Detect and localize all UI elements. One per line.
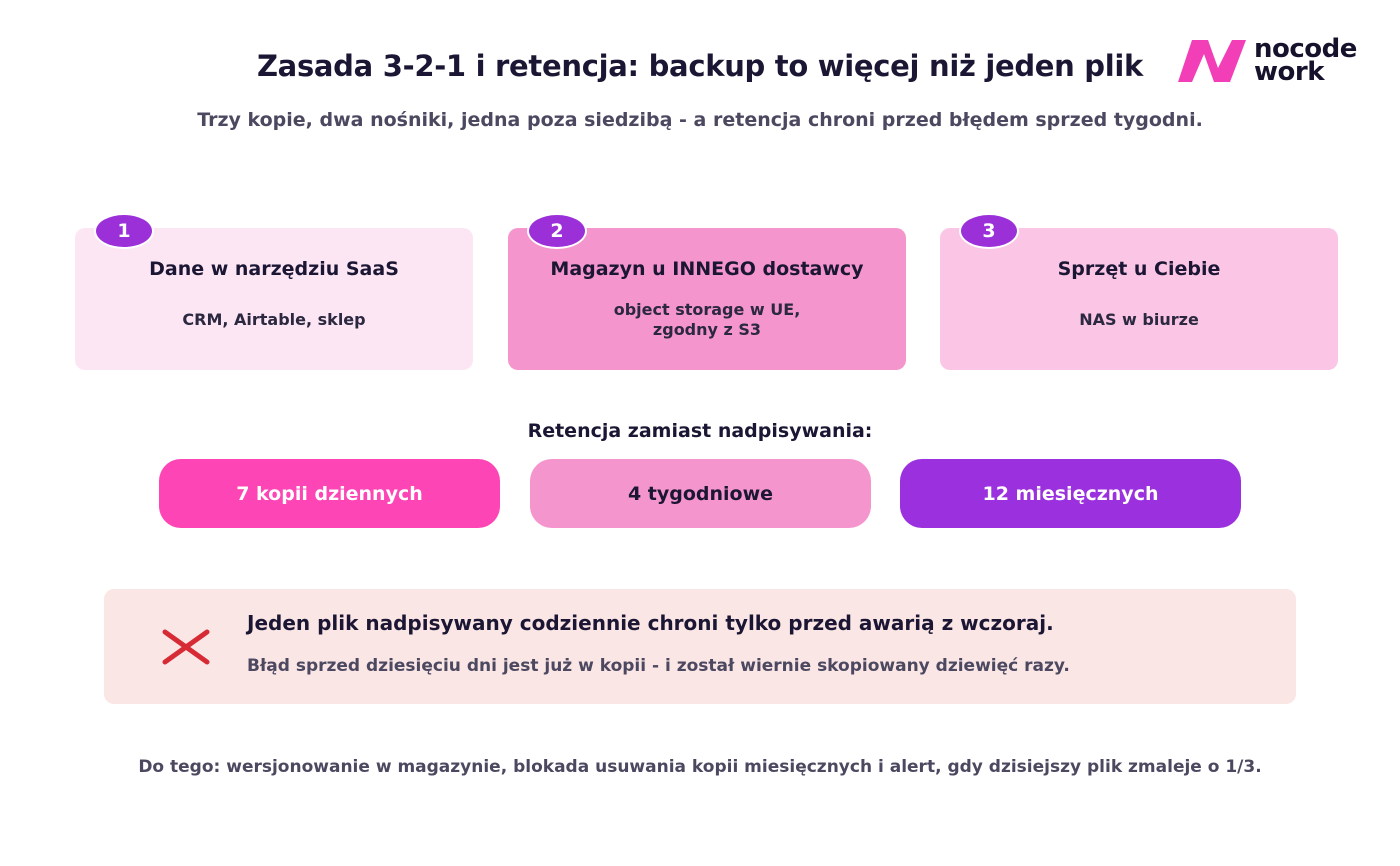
logo-line-2: work: [1254, 57, 1324, 87]
copy-card-title-1: Dane w narzędziu SaaS: [149, 258, 399, 280]
copy-card-desc-3: [940, 310, 1338, 330]
copy-number-badge-1: 1: [94, 213, 154, 249]
copy-number-badge-3: 3: [959, 213, 1019, 249]
warning-text: Błąd sprzed dziesięciu dni jest już w kopii - i został wiernie skopiowany dziewięć razy.: [247, 656, 1070, 676]
copy-card-title-3: Sprzęt u Ciebie: [1057, 258, 1221, 280]
retention-weekly: 4 tygodniowe: [530, 459, 871, 528]
page-subtitle: Trzy kopie, dwa nośniki, jedna poza siedzibą - a retencja chroni przed błędem sprzed tygodni.: [197, 109, 1203, 131]
copy-card-desc-2-line-2: zgodny z S3: [652, 320, 762, 339]
copy-card-desc-2: [508, 300, 906, 340]
copy-card-desc-2-line-1: object storage w UE,: [613, 300, 801, 319]
warning-title: Jeden plik nadpisywany codziennie chroni tylko przed awarią z wczoraj.: [247, 611, 1054, 635]
copy-card-2: [508, 220, 906, 370]
cross-icon: [162, 629, 210, 665]
copy-card-desc-1-line-1: CRM, Airtable, sklep: [182, 310, 366, 329]
logo-line-1: nocode: [1254, 34, 1357, 64]
copy-number-badge-2: 2: [527, 213, 587, 249]
warning-box: [104, 589, 1296, 704]
footer-note: Do tego: wersjonowanie w magazynie, blokada usuwania kopii miesięcznych i alert, gdy dzisiejszy plik zmaleje o 1/3.: [138, 757, 1262, 777]
copy-card-1: [75, 220, 473, 370]
copy-card-desc-3-line-1: NAS w biurze: [1079, 310, 1199, 329]
retention-daily: 7 kopii dziennych: [159, 459, 500, 528]
copy-card-title-2: Magazyn u INNEGO dostawcy: [550, 258, 864, 280]
retention-monthly: 12 miesięcznych: [900, 459, 1241, 528]
copy-card-desc-1: [75, 310, 473, 330]
retention-label: Retencja zamiast nadpisywania:: [527, 420, 873, 442]
copy-card-3: [940, 220, 1338, 370]
page-title: Zasada 3-2-1 i retencja: backup to więcej niż jeden plik: [256, 49, 1144, 83]
